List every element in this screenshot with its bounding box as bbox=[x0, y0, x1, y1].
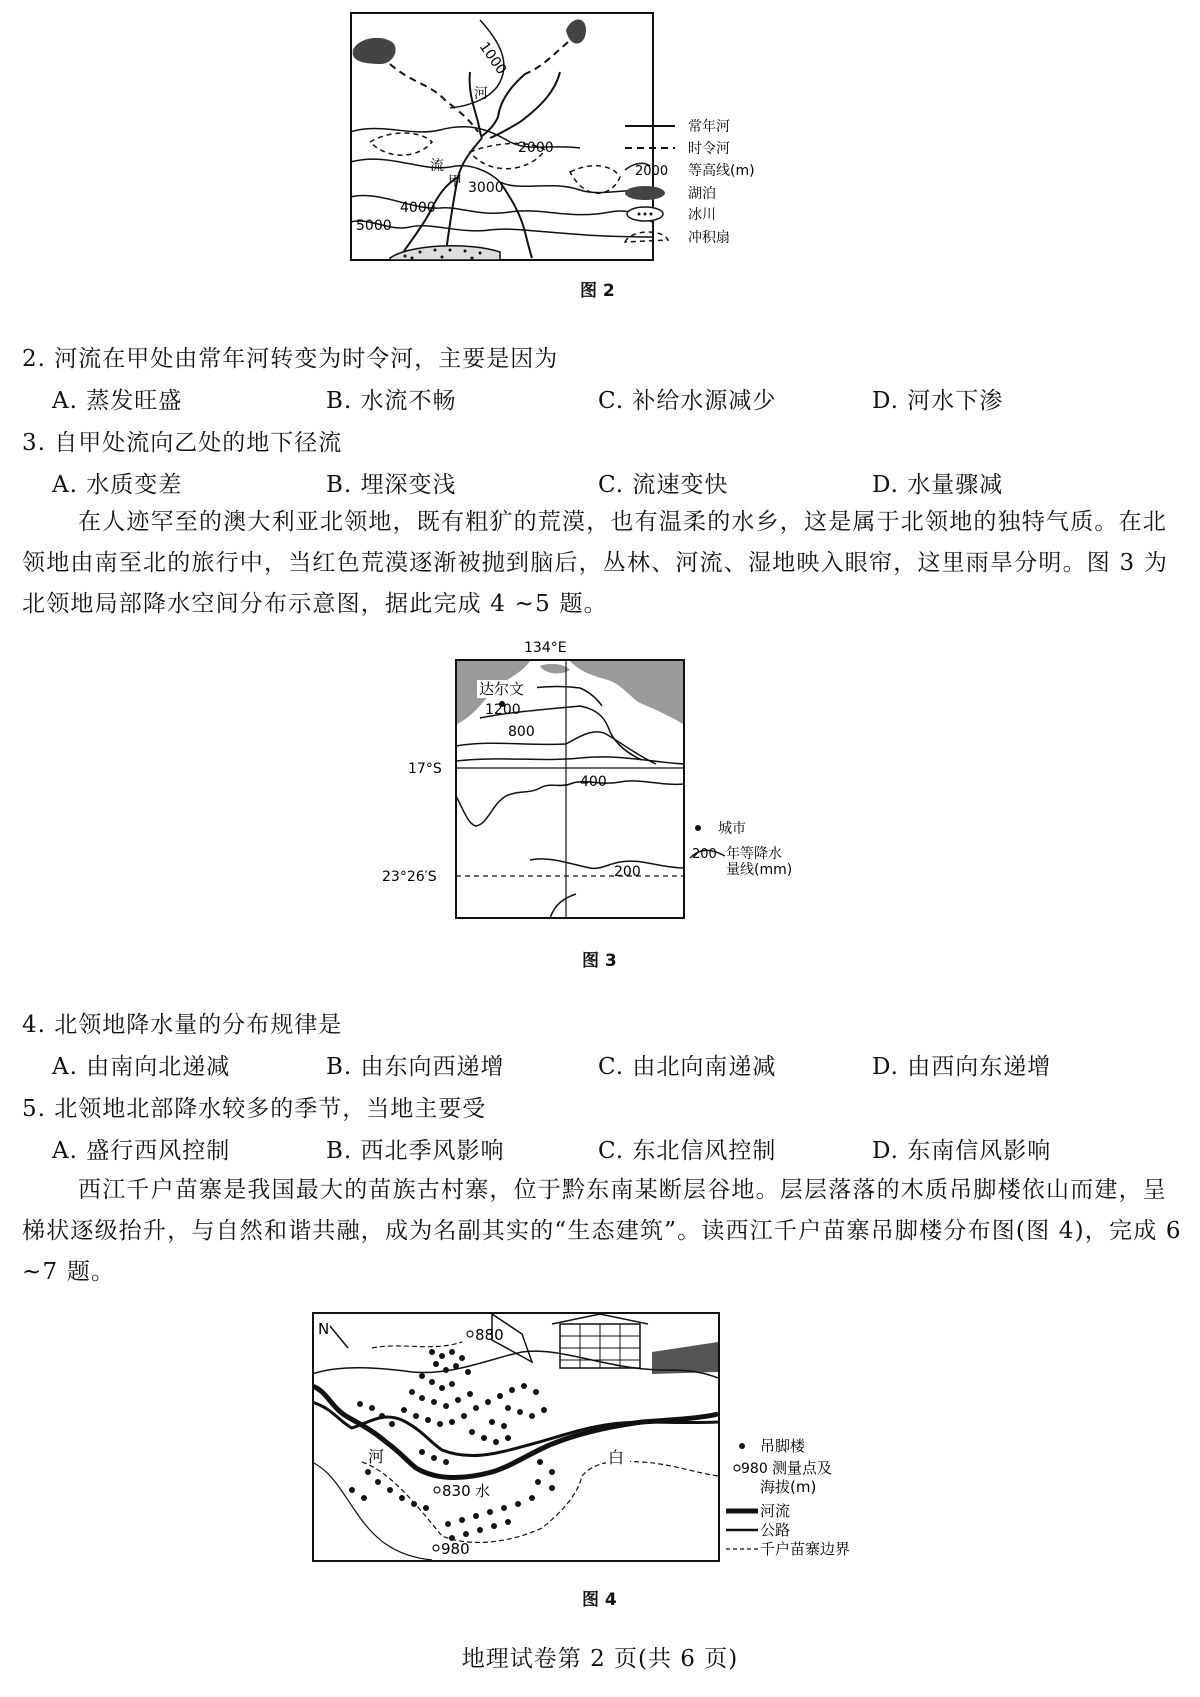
legend-isohyet-sample: 200 bbox=[692, 847, 717, 862]
label-17s: 17°S bbox=[408, 761, 442, 777]
question-2-option-c[interactable]: C. 补给水源减少 bbox=[598, 388, 777, 414]
label-4000: 4000 bbox=[400, 200, 436, 216]
figure-3-legend bbox=[690, 821, 792, 878]
figure-3-map bbox=[380, 636, 850, 926]
label-river-liu: 流 bbox=[430, 158, 444, 174]
label-darwin: 达尔文 bbox=[479, 680, 525, 698]
label-200: 200 bbox=[614, 864, 641, 880]
measure-point-icon bbox=[734, 1465, 740, 1471]
legend-border: 千户苗寨边界 bbox=[760, 1540, 851, 1558]
question-2-stem: 2. 河流在甲处由常年河转变为时令河，主要是因为 bbox=[22, 346, 559, 372]
legend-alluvial-fan: 冲积扇 bbox=[688, 230, 730, 246]
question-5-option-a[interactable]: A. 盛行西风控制 bbox=[52, 1138, 231, 1164]
question-3-option-a[interactable]: A. 水质变差 bbox=[52, 472, 183, 498]
legend-glacier: 冰川 bbox=[688, 207, 716, 223]
label-800: 800 bbox=[508, 724, 535, 740]
question-3-stem: 3. 自甲处流向乙处的地下径流 bbox=[22, 430, 343, 456]
label-1200: 1200 bbox=[485, 702, 521, 718]
label-tropic: 23°26′S bbox=[382, 869, 437, 885]
figure-4-legend bbox=[726, 1437, 850, 1558]
label-jia: 甲 bbox=[448, 174, 462, 190]
legend-stilt-house: 吊脚楼 bbox=[760, 1437, 806, 1455]
stilt-house-icon bbox=[739, 1443, 745, 1449]
lake-right bbox=[566, 20, 586, 44]
label-water: 水 bbox=[475, 1482, 491, 1500]
page-footer: 地理试卷第 2 页(共 6 页) bbox=[461, 1646, 739, 1672]
question-5-stem: 5. 北领地北部降水较多的季节，当地主要受 bbox=[22, 1096, 487, 1122]
north-label: N bbox=[318, 1320, 330, 1338]
question-5-option-b[interactable]: B. 西北季风影响 bbox=[326, 1138, 505, 1164]
measure-point-830 bbox=[434, 1487, 440, 1493]
legend-point-sample: 980 bbox=[741, 1461, 768, 1477]
passage-xijiang-miao-village: 西江千户苗寨是我国最大的苗族古村寨，位于黔东南某断层谷地。层层落落的木质吊脚楼依山而建，呈梯状逐级抬升，与自然和谐共融，成为名副其实的“生态建筑”。读西江千户苗寨吊脚楼分布图(图 4)，完成 6 ~7 题。 bbox=[22, 1177, 1182, 1285]
label-he: 河 bbox=[368, 1447, 385, 1466]
question-3-option-d[interactable]: D. 水量骤减 bbox=[872, 472, 1004, 498]
figure-2-map bbox=[350, 12, 840, 262]
figure-3-caption: 图 3 bbox=[582, 951, 617, 971]
question-4-stem: 4. 北领地降水量的分布规律是 bbox=[22, 1012, 343, 1038]
legend-contour: 等高线(m) bbox=[688, 163, 755, 179]
question-4-option-c[interactable]: C. 由北向南递减 bbox=[598, 1054, 777, 1080]
measure-point-980 bbox=[433, 1545, 439, 1551]
legend-city: 城市 bbox=[718, 821, 746, 837]
legend-road: 公路 bbox=[760, 1521, 791, 1539]
passage-northern-territory: 在人迹罕至的澳大利亚北领地，既有粗犷的荒漠，也有温柔的水乡，这是属于北领地的独特气质。在北领地由南至北的旅行中，当红色荒漠逐渐被抛到脑后，丛林、河流、湿地映入眼帘，这里雨旱分明。图 3 为北领地局部降水空间分布示意图，据此完成 4 ~5 题。 bbox=[22, 509, 1169, 617]
label-1000: 1000 bbox=[475, 39, 510, 78]
question-4-option-a[interactable]: A. 由南向北递减 bbox=[52, 1054, 231, 1080]
lake-left bbox=[353, 38, 396, 64]
label-2000: 2000 bbox=[518, 140, 554, 156]
legend-point-line1: 测量点及 bbox=[772, 1459, 833, 1477]
legend-contour-sample: 2000 bbox=[635, 164, 669, 179]
label-880: 880 bbox=[475, 1326, 504, 1344]
question-3-option-c[interactable]: C. 流速变快 bbox=[598, 472, 729, 498]
lake-icon bbox=[625, 186, 665, 200]
label-980: 980 bbox=[441, 1540, 470, 1558]
label-3000: 3000 bbox=[468, 180, 504, 196]
north-arrow-icon bbox=[330, 1326, 348, 1348]
question-5-option-d[interactable]: D. 东南信风影响 bbox=[872, 1138, 1052, 1164]
figure-2-legend bbox=[625, 118, 755, 246]
legend-lake: 湖泊 bbox=[688, 186, 716, 202]
city-icon bbox=[695, 825, 701, 831]
legend-isohyet-line2: 量线(mm) bbox=[726, 862, 793, 878]
label-400: 400 bbox=[580, 774, 607, 790]
legend-river: 河流 bbox=[760, 1502, 791, 1520]
label-river-he: 河 bbox=[474, 86, 488, 102]
measure-point-880 bbox=[467, 1331, 473, 1337]
label-830: 830 bbox=[442, 1482, 471, 1500]
question-2-option-a[interactable]: A. 蒸发旺盛 bbox=[52, 388, 183, 414]
legend-perennial-river: 常年河 bbox=[688, 119, 730, 135]
figure-4-map bbox=[312, 1312, 912, 1574]
question-2-option-d[interactable]: D. 河水下渗 bbox=[872, 388, 1004, 414]
figure-4-caption: 图 4 bbox=[582, 1590, 617, 1610]
legend-point-line2: 海拔(m) bbox=[760, 1478, 817, 1496]
question-2-option-b[interactable]: B. 水流不畅 bbox=[326, 388, 457, 414]
question-5-option-c[interactable]: C. 东北信风控制 bbox=[598, 1138, 777, 1164]
stilt-house-illustration bbox=[492, 1314, 718, 1374]
legend-seasonal-river: 时令河 bbox=[688, 141, 730, 157]
question-4-option-d[interactable]: D. 由西向东递增 bbox=[872, 1054, 1052, 1080]
legend-isohyet-line1: 年等降水 bbox=[726, 846, 782, 862]
label-5000: 5000 bbox=[356, 218, 392, 234]
figure-2-caption: 图 2 bbox=[580, 281, 615, 301]
question-3-option-b[interactable]: B. 埋深变浅 bbox=[326, 472, 457, 498]
label-bai: 白 bbox=[608, 1448, 625, 1467]
question-4-option-b[interactable]: B. 由东向西递增 bbox=[326, 1054, 505, 1080]
label-134e: 134°E bbox=[524, 640, 567, 656]
